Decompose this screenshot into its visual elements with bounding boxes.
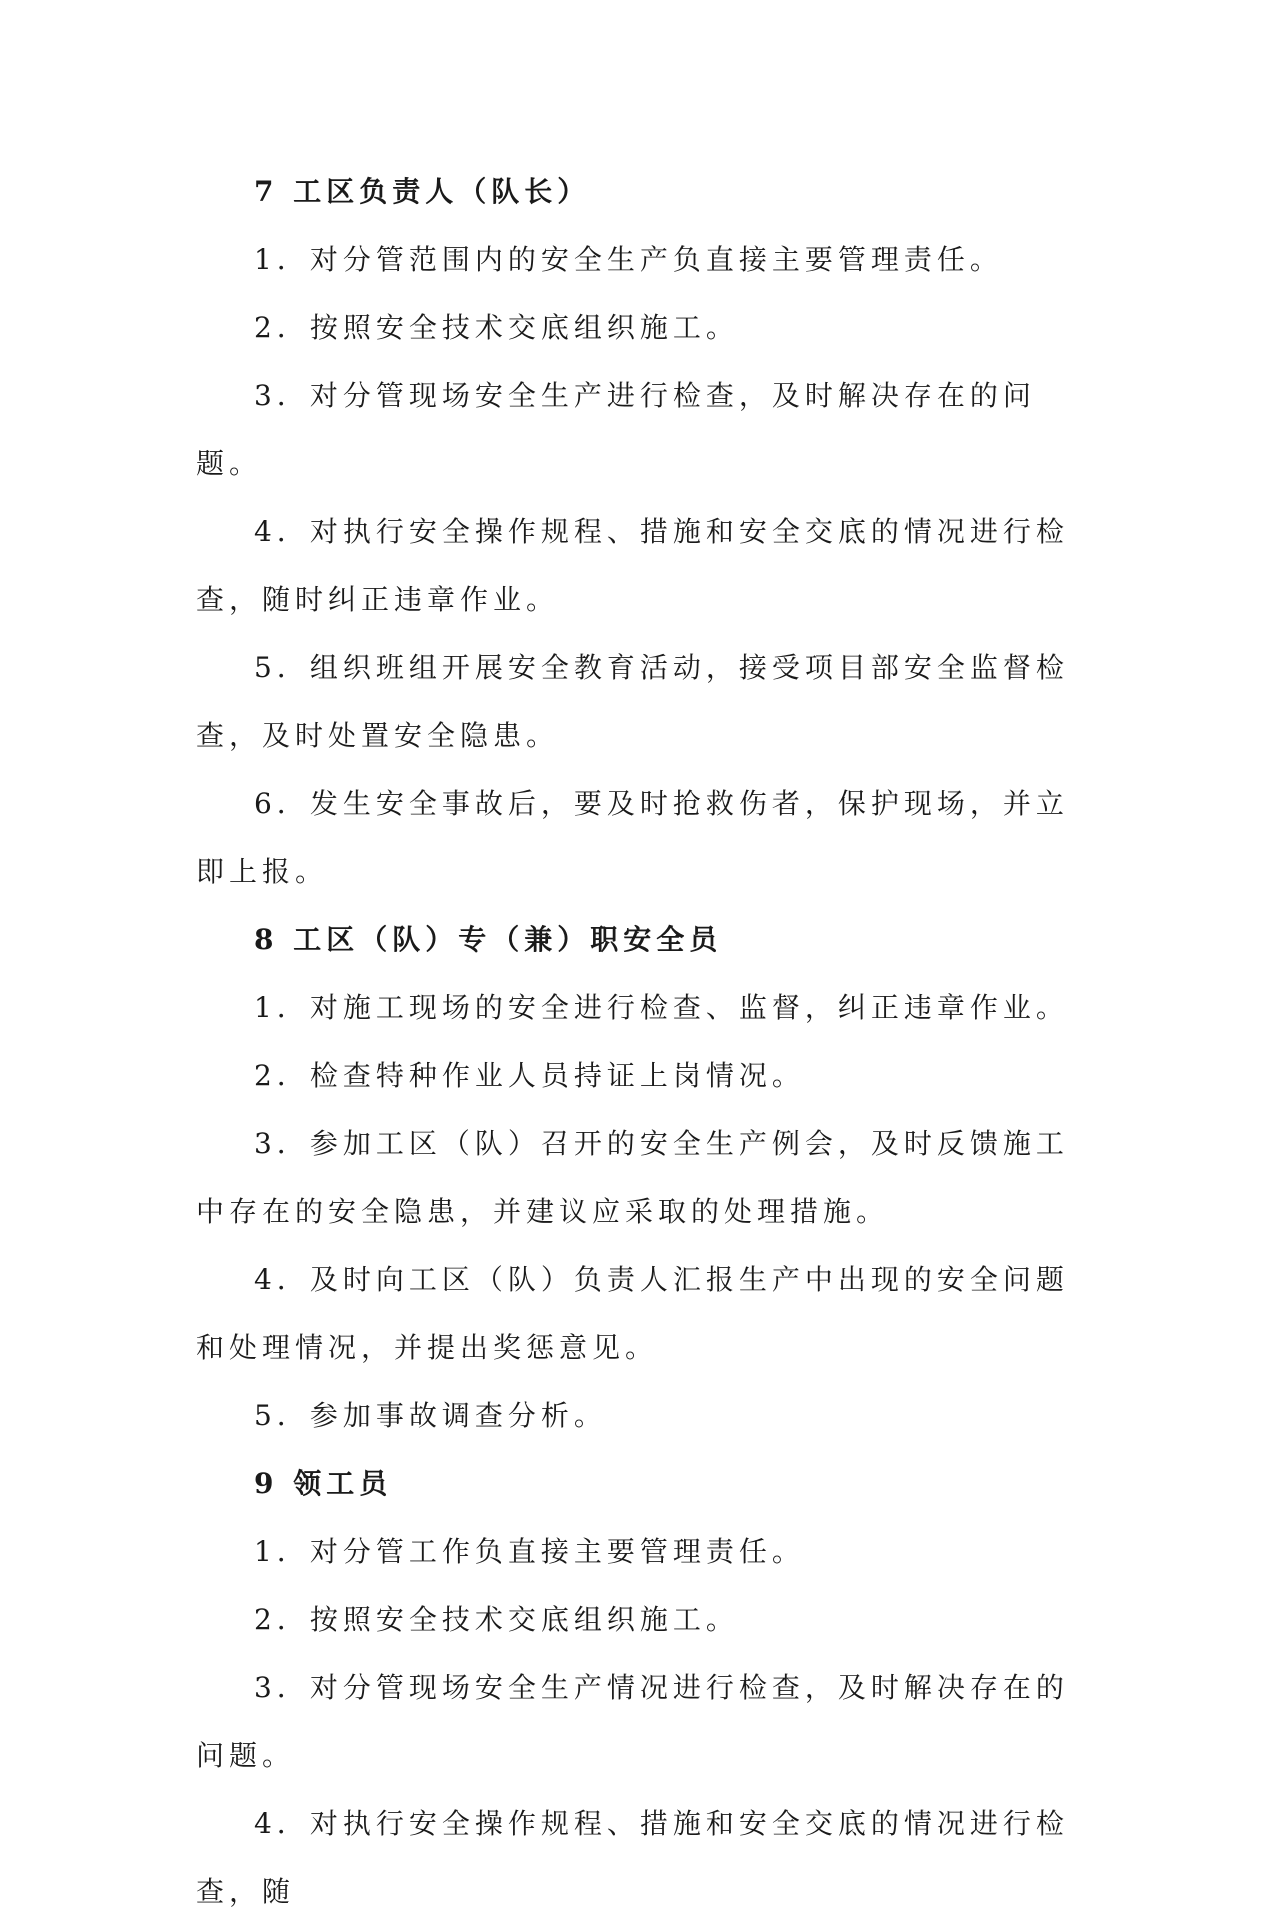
list-item: 3．对分管现场安全生产情况进行检查，及时解决存在的问题。 (196, 1671, 1069, 1772)
list-item: 1．对分管工作负直接主要管理责任。 (254, 1535, 805, 1568)
list-item: 2．按照安全技术交底组织施工。 (254, 311, 739, 344)
list-item: 3．参加工区（队）召开的安全生产例会，及时反馈施工中存在的安全隐患，并建议应采取的处理措施。 (196, 1127, 1069, 1228)
document-body (196, 158, 1096, 1926)
list-item: 3．对分管现场安全生产进行检查，及时解决存在的问题。 (196, 379, 1036, 480)
list-item: 2．检查特种作业人员持证上岗情况。 (254, 1059, 805, 1092)
section-heading-7: 7 工区负责人（队长） (254, 175, 591, 208)
section-heading-9: 9 领工员 (254, 1467, 393, 1500)
list-item: 6．发生安全事故后，要及时抢救伤者，保护现场，并立即上报。 (196, 787, 1069, 888)
list-item: 2．按照安全技术交底组织施工。 (254, 1603, 739, 1636)
list-item: 1．对施工现场的安全进行检查、监督，纠正违章作业。 (254, 991, 1069, 1024)
list-item: 4．及时向工区（队）负责人汇报生产中出现的安全问题和处理情况，并提出奖惩意见。 (196, 1263, 1069, 1364)
list-item: 4．对执行安全操作规程、措施和安全交底的情况进行检查，随 (196, 1807, 1069, 1908)
list-item: 5．组织班组开展安全教育活动，接受项目部安全监督检查，及时处置安全隐患。 (196, 651, 1069, 752)
section-heading-8: 8 工区（队）专（兼）职安全员 (254, 923, 723, 956)
list-item: 4．对执行安全操作规程、措施和安全交底的情况进行检查，随时纠正违章作业。 (196, 515, 1069, 616)
list-item: 1．对分管范围内的安全生产负直接主要管理责任。 (254, 243, 1003, 276)
list-item: 5．参加事故调查分析。 (254, 1399, 607, 1432)
